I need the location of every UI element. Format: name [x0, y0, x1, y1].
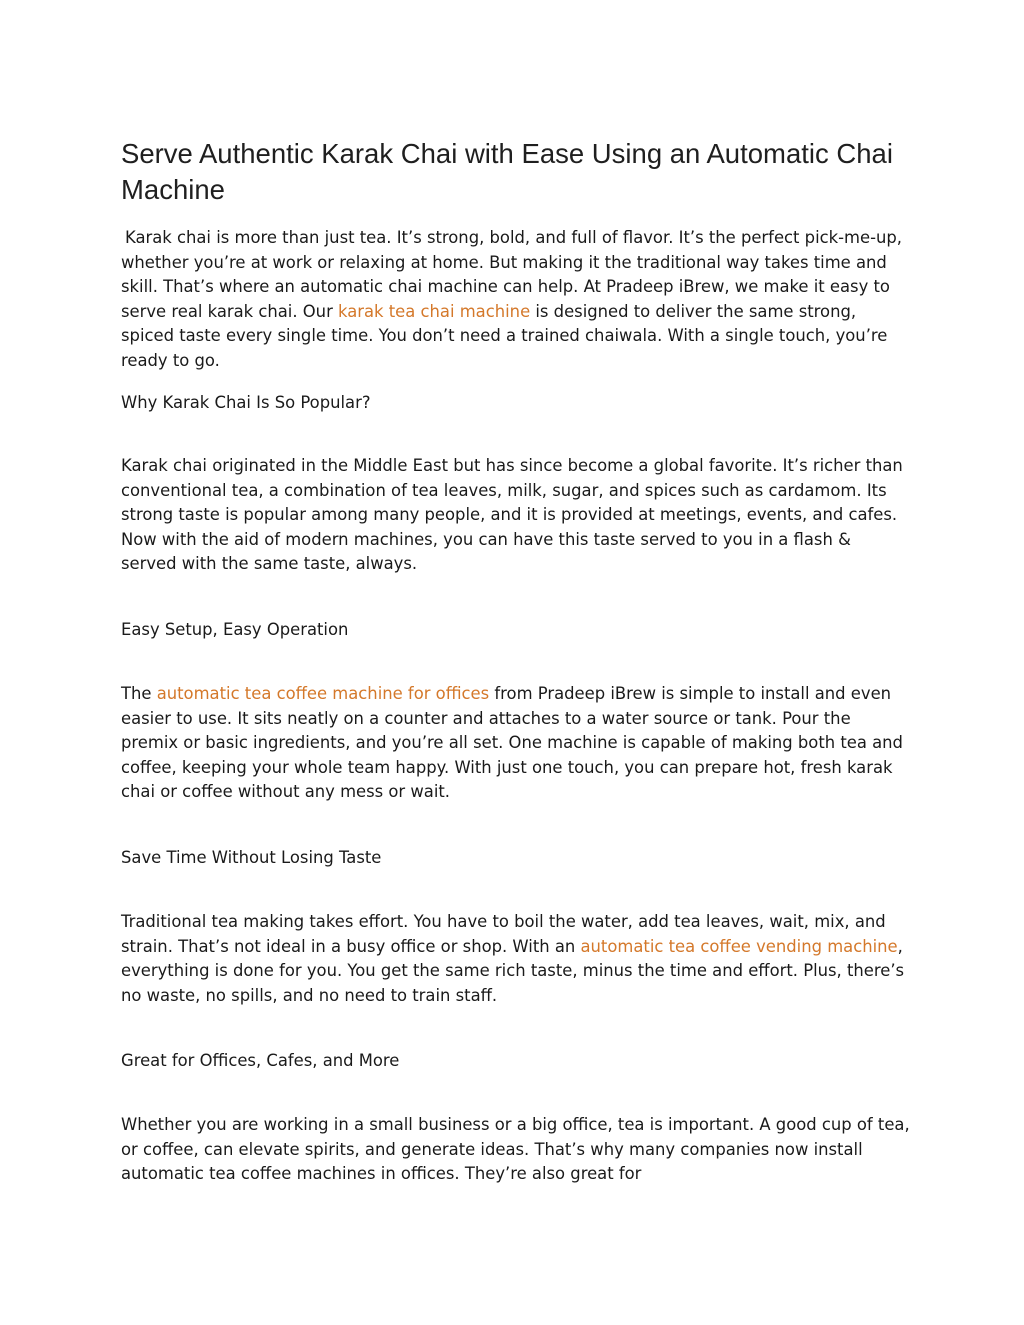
karak-tea-chai-machine-link[interactable]: karak tea chai machine — [338, 301, 531, 321]
section-body-save-time — [121, 910, 911, 1008]
intro-text-after-link: is designed to deliver the same strong, spiced taste every single time. You don’t need a trained chaiwala. With a single touch, you’re ready to go. — [121, 301, 888, 370]
section-heading-great-for-offices: Great for Offices, Cafes, and More — [121, 1051, 400, 1070]
page-title: Serve Authentic Karak Chai with Ease Using an Automatic Chai Machine — [121, 138, 893, 205]
section-body-easy-setup — [121, 682, 911, 805]
intro-text-before-link: Karak chai is more than just tea. It’s strong, bold, and full of flavor. It’s the perfect pick-me-up, whether you’re at work or relaxing at home. But making it the traditional way takes time and skill. That’s where an automatic chai machine can help. At Pradeep iBrew, we make it easy to serve real karak chai. Our — [121, 228, 903, 321]
section-heading-save-time: Save Time Without Losing Taste — [121, 848, 382, 867]
section-heading-easy-setup: Easy Setup, Easy Operation — [121, 620, 349, 639]
section-heading-why-popular: Why Karak Chai Is So Popular? — [121, 393, 371, 412]
section-body-why-popular: Karak chai originated in the Middle East but has since become a global favorite. It’s richer than conventional tea, a combination of tea leaves, milk, sugar, and spices such as cardamom. Its strong taste is popular among many people, and it is provided at meetings, events, and cafes. Now with the aid of modern machines, you can have this taste served to you in a flash & served with the same taste, always. — [121, 456, 903, 574]
easy-setup-text-after-link: from Pradeep iBrew is simple to install and even easier to use. It sits neatly on a counter and attaches to a water source or tank. Pour the premix or basic ingredients, and you’re all set. One machine is capable of making both tea and coffee, keeping your whole team happy. With just one touch, you can prepare hot, fresh karak chai or coffee without any mess or wait. — [121, 684, 903, 802]
section-body-great-for-offices: Whether you are working in a small business or a big office, tea is important. A good cup of tea, or coffee, can elevate spirits, and generate ideas. That’s why many companies now install automatic tea coffee machines in offices. They’re also great for — [121, 1115, 910, 1184]
easy-setup-text-before-link: The — [121, 684, 157, 703]
save-time-text-after-link: , everything is done for you. You get the same rich taste, minus the time and effort. Plus, there’s no waste, no spills, and no need to train staff. — [121, 936, 905, 1005]
intro-paragraph — [121, 226, 911, 374]
save-time-text-before-link: Traditional tea making takes effort. You have to boil the water, add tea leaves, wait, mix, and strain. That’s not ideal in a busy office or shop. With an — [121, 912, 886, 956]
automatic-tea-coffee-machine-for-offices-link[interactable]: automatic tea coffee machine for offices — [156, 684, 490, 703]
automatic-tea-coffee-vending-machine-link[interactable]: automatic tea coffee vending machine — [580, 936, 898, 956]
